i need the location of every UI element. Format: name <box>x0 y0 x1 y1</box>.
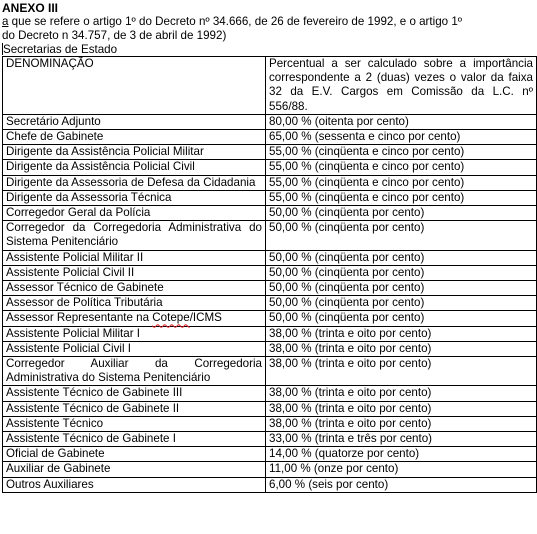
intro-first-char: a <box>2 15 9 28</box>
intro-line2: do Decreto n 34.757, de 3 de abril de 1992) <box>2 29 227 42</box>
table-row <box>3 462 537 477</box>
row-name: Corregedor Geral da Polícia <box>3 206 266 221</box>
row-name: Assessor de Política Tributária <box>3 296 266 311</box>
row-pct: 11,00 % (onze por cento) <box>266 462 537 477</box>
row-name: Auxiliar de Gabinete <box>3 462 266 477</box>
row-pct: 38,00 % (trinta e oito por cento) <box>266 326 537 341</box>
row-pct: 55,00 % (cinqüenta e cinco por cento) <box>266 145 537 160</box>
table-row <box>3 296 537 311</box>
table-row <box>3 221 537 250</box>
intro-line1: que se refere o artigo 1º do Decreto nº 34.666, de 26 de fevereiro de 1992, e o artigo 1º <box>8 15 463 28</box>
row-name-pre: Assessor Representante na <box>6 311 153 325</box>
row-name-post: /ICMS <box>189 311 222 325</box>
row-pct: 6,00 % (seis por cento) <box>266 477 537 492</box>
row-name: Secretário Adjunto <box>3 114 266 129</box>
row-name: Assistente Policial Militar I <box>3 326 266 341</box>
row-pct: 38,00 % (trinta e oito por cento) <box>266 386 537 401</box>
row-name: Assistente Policial Civil I <box>3 341 266 356</box>
document <box>2 1 535 493</box>
row-name: Chefe de Gabinete <box>3 130 266 145</box>
table-row <box>3 145 537 160</box>
row-name: Oficial de Gabinete <box>3 447 266 462</box>
table-row <box>3 130 537 145</box>
table-row <box>3 386 537 401</box>
row-name: Dirigente da Assistência Policial Civil <box>3 160 266 175</box>
header-denominacao: DENOMINAÇÃO <box>3 57 266 115</box>
row-pct: 50,00 % (cinqüenta por cento) <box>266 296 537 311</box>
row-pct: 50,00 % (cinqüenta por cento) <box>266 265 537 280</box>
compensation-table <box>2 56 537 493</box>
header-percentual: Percentual a ser calculado sobre a importância correspondente a 2 (duas) vezes o valor da faixa 32 da E.V. Cargos em Comissão da L.C. nº 556/88. <box>266 57 537 115</box>
table-row <box>3 281 537 296</box>
row-pct: 38,00 % (trinta e oito por cento) <box>266 341 537 356</box>
row-name: Assistente Técnico <box>3 416 266 431</box>
row-name: Assistente Técnico de Gabinete II <box>3 401 266 416</box>
subtitle <box>2 43 535 56</box>
row-name: Outros Auxiliares <box>3 477 266 492</box>
row-pct: 33,00 % (trinta e três por cento) <box>266 432 537 447</box>
table-row <box>3 432 537 447</box>
row-name: Assistente Policial Militar II <box>3 250 266 265</box>
table-row <box>3 477 537 492</box>
table-row <box>3 114 537 129</box>
row-name: Dirigente da Assessoria de Defesa da Cidadania <box>3 175 266 190</box>
intro-paragraph <box>2 15 535 43</box>
table-row <box>3 160 537 175</box>
table-row <box>3 250 537 265</box>
table-header-row <box>3 57 537 115</box>
row-pct: 80,00 % (oitenta por cento) <box>266 114 537 129</box>
row-pct: 38,00 % (trinta e oito por cento) <box>266 357 537 386</box>
table-row <box>3 447 537 462</box>
row-name: Assessor Técnico de Gabinete <box>3 281 266 296</box>
row-pct: 65,00 % (sessenta e cinco por cento) <box>266 130 537 145</box>
row-pct: 55,00 % (cinqüenta e cinco por cento) <box>266 190 537 205</box>
row-pct: 38,00 % (trinta e oito por cento) <box>266 416 537 431</box>
table-row <box>3 265 537 280</box>
table-row <box>3 401 537 416</box>
table-row <box>3 416 537 431</box>
row-pct: 55,00 % (cinqüenta e cinco por cento) <box>266 160 537 175</box>
row-pct: 14,00 % (quatorze por cento) <box>266 447 537 462</box>
row-pct: 50,00 % (cinqüenta por cento) <box>266 250 537 265</box>
row-pct: 55,00 % (cinqüenta e cinco por cento) <box>266 175 537 190</box>
row-name: Corregedor da Corregedoria Administrativa do Sistema Penitenciário <box>3 221 266 250</box>
table-row <box>3 206 537 221</box>
table-row <box>3 357 537 386</box>
row-name: Assistente Policial Civil II <box>3 265 266 280</box>
subtitle-text: Secretarias de Estado <box>3 43 118 56</box>
row-pct: 50,00 % (cinqüenta por cento) <box>266 311 537 326</box>
table-row <box>3 326 537 341</box>
row-pct: 50,00 % (cinqüenta por cento) <box>266 221 537 250</box>
table-row <box>3 341 537 356</box>
row-name: Dirigente da Assistência Policial Militar <box>3 145 266 160</box>
table-row <box>3 175 537 190</box>
row-name: Assistente Técnico de Gabinete I <box>3 432 266 447</box>
row-name: Dirigente da Assessoria Técnica <box>3 190 266 205</box>
row-pct: 38,00 % (trinta e oito por cento) <box>266 401 537 416</box>
table-row <box>3 311 537 326</box>
row-pct: 50,00 % (cinqüenta por cento) <box>266 206 537 221</box>
row-name: Assistente Técnico de Gabinete III <box>3 386 266 401</box>
row-name <box>3 311 266 326</box>
row-name: Corregedor Auxiliar da Corregedoria Administrativa do Sistema Penitenciário <box>3 357 266 386</box>
row-pct: 50,00 % (cinqüenta por cento) <box>266 281 537 296</box>
table-row <box>3 190 537 205</box>
row-name-spellchecked: Cotepe <box>152 311 190 325</box>
annex-title: ANEXO III <box>2 1 59 15</box>
